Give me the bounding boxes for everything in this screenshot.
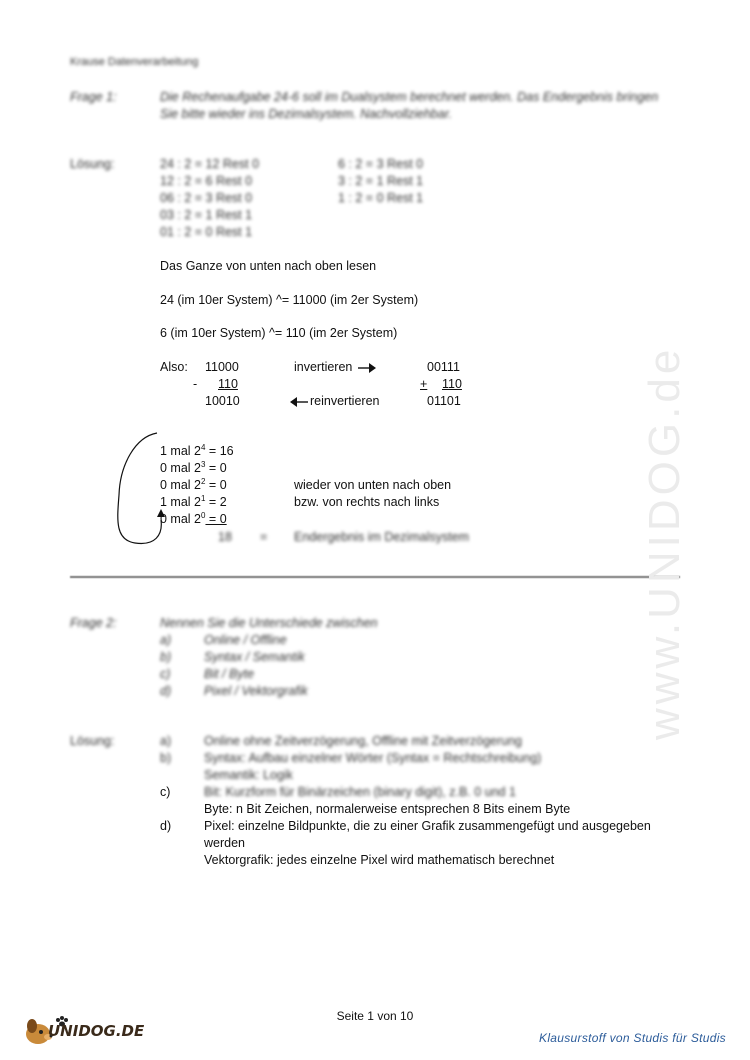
equation-24: 24 (im 10er System) ^= 11000 (im 2er System) [160,293,419,307]
answer-text: Vektorgrafik: jedes einzelne Pixel wird mathematisch berechnet [204,853,555,867]
arrow-left-icon [290,396,308,408]
frage2-label: Frage 2: [70,616,117,630]
frage2-item-text: Online / Offline [204,633,287,647]
arrow-right-icon [358,362,376,374]
logo-text: UNIDOG.DE [48,1022,145,1040]
frage2-item-letter: d) [160,684,172,698]
power-row: 0 mal $2^0 = 0$ [160,510,227,526]
loesung1-label: Lösung: [70,157,115,171]
loesung2-label: Lösung: [70,734,115,748]
frage2-item-text: Syntax / Semantik [204,650,305,664]
frage1-line2: Sie bitte wieder ins Dezimalsystem. Nachvollziehbar. [160,107,453,121]
result-equals: = [260,530,268,544]
division-line: 3 : 2 = 1 Rest 1 [338,174,424,188]
frage2-intro: Nennen Sie die Unterschiede zwischen [160,616,378,630]
subtrahend: 110 [218,377,238,391]
division-line: 6 : 2 = 3 Rest 0 [338,157,424,171]
watermark: www.UNIDOG.de [640,345,689,740]
read-note: Das Ganze von unten nach oben lesen [160,259,377,273]
inverted-value: 00111 [427,360,460,374]
minuend: 11000 [205,360,239,374]
answer-letter: b) [160,751,172,765]
equation-6: 6 (im 10er System) ^= 110 (im 2er System) [160,326,398,340]
power-row: 1 mal $2^1 = 2$ [160,493,227,509]
answer-text: Syntax: Aufbau einzelner Wörter (Syntax = Rechtschreibung) [204,751,542,765]
header-title: Krause Datenverarbeitung [70,56,199,68]
power-row: 0 mal $2^3 = 0$ [160,459,227,475]
frage2-item-letter: b) [160,650,172,664]
frage2-item-letter: c) [160,667,171,681]
answer-text: Byte: n Bit Zeichen, normalerweise entsprechen 8 Bits einem Byte [204,802,571,816]
answer-letter: c) [160,785,171,799]
addend: 110 [442,377,462,391]
note-right-left: bzw. von rechts nach links [294,495,440,509]
division-line: 24 : 2 = 12 Rest 0 [160,157,260,171]
result-text: Endergebnis im Dezimalsystem [294,530,470,544]
minus-sign: - [193,377,198,391]
division-line: 03 : 2 = 1 Rest 1 [160,208,253,222]
answer-text: Pixel: einzelne Bildpunkte, die zu einer Grafik zusammengefügt und ausgegeben [204,819,651,833]
frage1-label: Frage 1: [70,90,117,104]
answer-text: Online ohne Zeitverzögerung, Offline mit Zeitverzögerung [204,734,522,748]
also-label: Also: [160,360,188,374]
reinvert-label: reinvertieren [310,394,380,408]
difference: 10010 [205,394,240,408]
answer-letter: a) [160,734,172,748]
frage2-item-letter: a) [160,633,172,647]
division-line: 01 : 2 = 0 Rest 1 [160,225,253,239]
frage1-line1: Die Rechenaufgabe 24-6 soll im Dualsystem berechnet werden. Das Endergebnis bringen [160,90,659,104]
answer-text: Bit: Kurzform für Binärzeichen (binary digit), z.B. 0 und 1 [204,785,516,799]
answer-letter: d) [160,819,172,833]
tagline: Klausurstoff von Studis für Studis [539,1031,726,1045]
division-line: 12 : 2 = 6 Rest 0 [160,174,253,188]
division-line: 1 : 2 = 0 Rest 1 [338,191,424,205]
plus-sign: + [420,377,428,391]
note-bottom-up: wieder von unten nach oben [294,478,452,492]
page-number: Seite 1 von 10 [336,1009,414,1023]
section-divider [70,576,680,578]
result-value: 18 [218,530,232,544]
division-line: 06 : 2 = 3 Rest 0 [160,191,253,205]
frage2-item-text: Pixel / Vektorgrafik [204,684,308,698]
power-row: 0 mal $2^2 = 0$ [160,476,227,492]
reinverted-value: 01101 [427,394,461,408]
answer-text: Semantik: Logik [204,768,293,782]
frage2-item-text: Bit / Byte [204,667,255,681]
invert-label: invertieren [294,360,353,374]
answer-text: werden [204,836,245,850]
power-row: 1 mal $2^4 = 16$ [160,442,234,458]
